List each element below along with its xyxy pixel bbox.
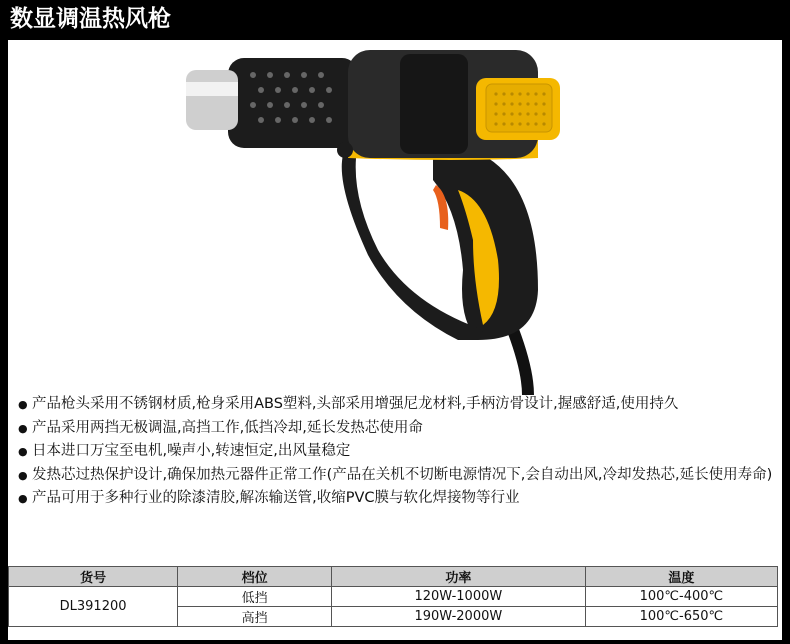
bullet-icon: ●: [18, 398, 28, 411]
model-cell: DL391200: [9, 587, 178, 627]
spec-table: [8, 566, 778, 627]
power-cell: 190W-2000W: [331, 607, 585, 627]
feature-item: [18, 440, 780, 464]
bullet-icon: ●: [18, 468, 28, 482]
column-header-gear: 档位: [178, 567, 332, 587]
column-header-temperature: 温度: [585, 567, 777, 587]
feature-text: 产品采用两挡无极调温,高挡工作,低挡冷却,延长发热芯使用命: [32, 419, 423, 436]
feature-text: 产品枪头采用不锈钢材质,枪身采用ABS塑料,头部采用增强尼龙材料,手柄汸骨设计,握感舒适,使用持久: [32, 396, 679, 412]
column-header-model: 货号: [9, 567, 178, 587]
feature-item: [18, 464, 780, 488]
feature-list: [18, 393, 780, 511]
gear-cell: 高挡: [178, 607, 332, 627]
table-header-row: [9, 567, 778, 587]
feature-item: [18, 417, 780, 441]
temperature-cell: 100℃-650℃: [585, 607, 777, 627]
page-title: 数显调温热风枪: [0, 0, 790, 38]
heat-gun-image: [158, 40, 578, 395]
column-header-power: 功率: [331, 567, 585, 587]
feature-item: [18, 393, 780, 417]
bullet-icon: ●: [18, 421, 28, 435]
feature-text: 产品可用于多种行业的除漆清胶,解冻输送管,收缩PVC膜与软化焊接物等行业: [32, 490, 520, 506]
product-panel: [8, 40, 782, 640]
bullet-icon: ●: [18, 492, 28, 505]
gear-cell: 低挡: [178, 587, 332, 607]
feature-text: 发热芯过热保护设计,确保加热元器件正常工作(产品在关机不切断电源情况下,会自动出风,冷却发热芯,延长使用寿命): [32, 466, 773, 483]
bullet-icon: ●: [18, 445, 28, 458]
power-cell: 120W-1000W: [331, 587, 585, 607]
feature-item: [18, 487, 780, 511]
temperature-cell: 100℃-400℃: [585, 587, 777, 607]
feature-text: 日本进口万宝至电机,噪声小,转速恒定,出风量稳定: [32, 443, 351, 459]
table-row: [9, 587, 778, 607]
